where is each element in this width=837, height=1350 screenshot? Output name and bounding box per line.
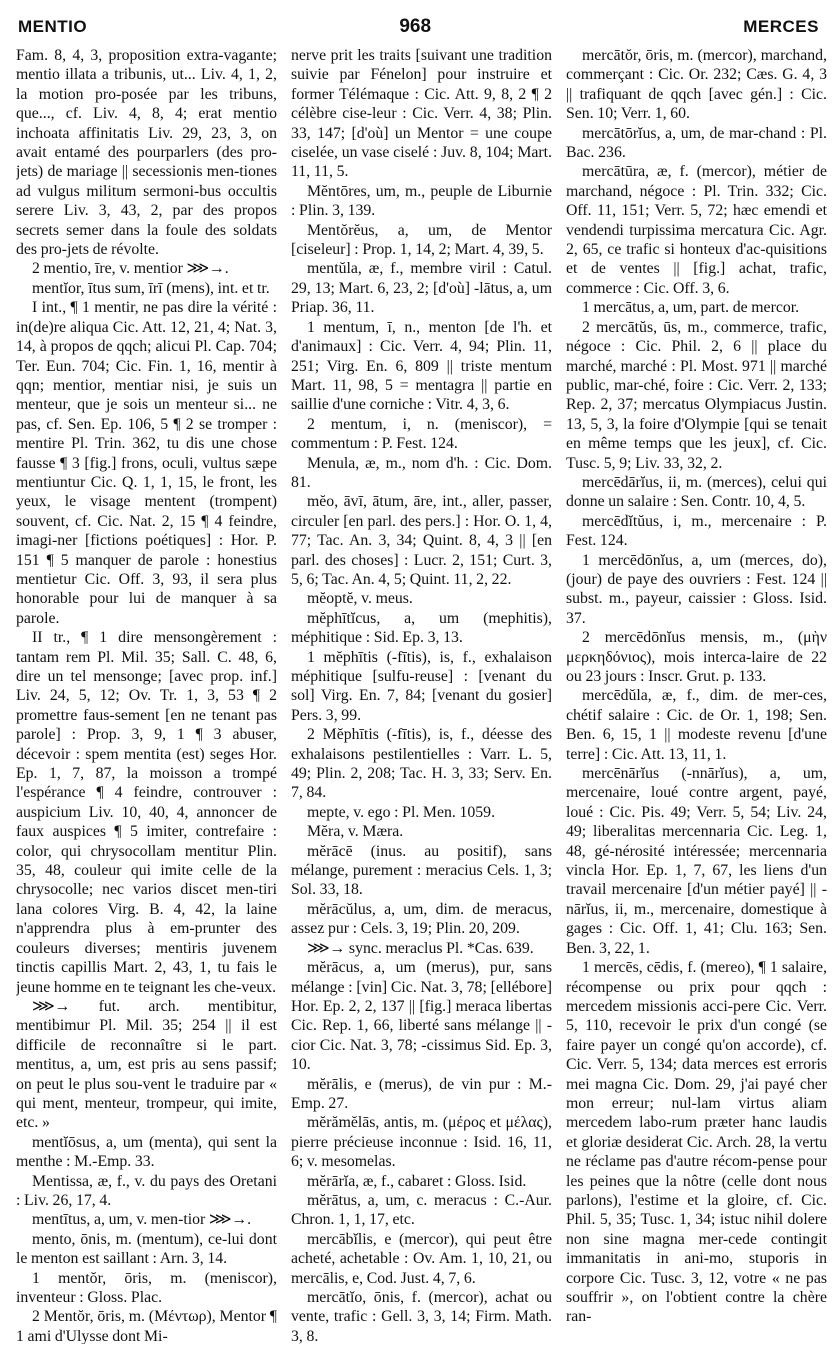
- entry-text: 2 mentum, i, n. (meniscor), = commentum : P. Fest. 124.: [291, 415, 552, 453]
- entry-text: 1 mercātus, a, um, part. de mercor.: [582, 299, 800, 317]
- entry-text: mercātōrĭus, a, um, de mar-chand : Pl. Bac. 236.: [566, 124, 827, 162]
- entry-text: mĕrămĕlās, antis, m. (μέρος et μέλας), pierre précieuse inconnue : Isid. 16, 11, 6; v. mesomelas.: [291, 1114, 552, 1171]
- entry-text: II tr., ¶ 1 dire mensongèrement : tantam rem Pl. Mil. 35; Sall. C. 48, 6, dire un tel mensonge; [avec prop. inf.] Liv. 24, 5, 12; Ov. Tr. 1, 3, 53 ¶ 2 promettre faus-sement [en ne tenant pas parole] : Prop. 3, 9, 1 ¶ 3 abuser, décevoir : spem mentita (est) seges Hor. Ep. 1, 7, 87, la moisson a trompé l'espérance ¶ 4 feindre, controuver : auspicium Liv. 10, 40, 4, annoncer de faux auspices ¶ 5 imiter, contrefaire : color, qui chrysocollam mentitur Plin. 35, 48, couleur qui imite celle de la chrysocolle; nec varios discet men-tiri lana colores Virg. B. 4, 42, la laine n'apprendra plus à em-prunter des couleurs diverses; mentiris juvenem tinctis capillis Mart. 2, 43, 1, tu fais le jeune homme en te teignant les che-veux.: [16, 629, 277, 996]
- entry-text: mĕoptĕ, v. meus.: [307, 590, 413, 608]
- entry-text: mĕphītĭcus, a, um (mephitis), méphitique : Sid. Ep. 3, 13.: [291, 609, 552, 647]
- page-header: [18, 12, 819, 42]
- entry-text: mĕrālis, e (merus), de vin pur : M.-Emp. 27.: [291, 1075, 552, 1112]
- entry-text: mentĭor, ītus sum, īrī (mens), int. et tr.: [32, 279, 270, 297]
- entry-text: mercēdārĭus, ii, m. (merces), celui qui donne un salaire : Sen. Contr. 10, 4, 5.: [566, 473, 827, 511]
- entry-text: mĕo, āvī, ātum, āre, int., aller, passer, circuler [en parl. des pers.] : Hor. O. 1, 4, 77; Tac. An. 3, 34; Quint. 8, 4, 3 || [en parl. des choses] : Lucr. 2, 151; Curt. 3, 5, 6; Tac. An. 4, 5; Quint. 11, 2, 22.: [291, 493, 552, 588]
- entry-text: 2 Mĕphītis (-fītis), is, f., déesse des exhalaisons pestilentielles : Varr. L. 5, 49; Plin. 2, 208; Tac. H. 3, 33; Serv. En. 7, 84.: [291, 726, 552, 802]
- entry-text: 1 mentum, ī, n., menton [de l'h. et d'animaux] : Cic. Verr. 4, 94; Plin. 11, 251; Virg. En. 6, 809 || triste mentum Mart. 11, 98, 5 = mentagra || partie en saillie d'une corniche : Vitr. 4, 3, 6.: [291, 318, 552, 414]
- entry-text: I int., ¶ 1 mentir, ne pas dire la vérité : in(de)re aliqua Cic. Att. 12, 21, 4; Nat. 3, 14, à propos de qqch; alicui Pl. Cap. 704; Ter. Eun. 704; Cic. Fin. 1, 16, mentir à qqn; mentior, mentiar nisi, je suis un menteur, que je sois un menteur si... ne pas, cf. Sen. Ep. 106, 5 ¶ 2 se tromper : mentire Pl. Trin. 362, tu dis une chose fausse ¶ 3 [fig.] frons, oculi, vultus sæpe mentiuntur Cic. Q. 1, 1, 15, le front, les yeux, le visage mentent (trompent) souvent, cf. Cic. Nat. 2, 15 ¶ 4 feindre, imagi-ner [fictions poétiques] : Hor. P. 151 ¶ 5 manquer de parole : honestius mentietur Cic. Off. 3, 93, il sera plus honorable pour lui de manquer à sa parole.: [16, 299, 277, 627]
- entry-text: mercātŏr, ōris, m. (mercor), marchand, commerçant : Cic. Or. 232; Cæs. G. 4, 3 || trafiquant de qqch [avec gén.] : Cic. Sen. 10; Verr. 1, 60.: [566, 47, 827, 123]
- entry-text: Menula, æ, m., nom d'h. : Cic. Dom. 81.: [291, 454, 552, 491]
- entry-text: mĕrārĭa, æ, f., cabaret : Gloss. Isid.: [307, 1172, 527, 1190]
- entry-text: 1 mercēs, cēdis, f. (mereo), ¶ 1 salaire, récompense ou prix pour qqch : mercedem missionis acci-pere Cic. Verr. 5, 110, recevoir le prix d'un congé (se faire payer un congé qu'on accorde), cf. Cic. Verr. 5, 134; data merces est erroris mei magna Cic. Dom. 29, j'ai payé cher mon erreur; nul-lam virtus aliam mercedem labo-rum præter hanc laudis et gloriæ desiderat Cic. Arch. 28, la vertu ne réclame pas d'autre récom-pense pour les peines que la nôtre (celle dont nous parlons), l'estime et la gloire, cf. Cic. Phil. 5, 35; Tusc. 1, 34; istuc nihil dolere non sine magna mer-cede contingit immanitatis in ani-mo, stuporis in corpore Cic. Tusc. 3, 12, votre « ne pas souffrir », on l'obtient contre la chère ran-: [566, 959, 827, 1326]
- entry-text: 2 Mentŏr, ōris, m. (Μέντωρ), Mentor ¶ 1 ami d'Ulysse dont Mi-: [16, 1308, 277, 1344]
- entry-text: 1 mercēdōnĭus, a, um (merces, do), (jour) de paye des ouvriers : Fest. 124 || subst. m., payeur, caissier : Gloss. Isid. 37.: [566, 551, 827, 627]
- entry-text: nerve prit les traits [suivant une tradition suivie par Fénelon] pour instruire et former Télémaque : Cic. Att. 9, 8, 2 ¶ 2 célèbre cise-leur : Cic. Verr. 4, 38; Plin. 33, 147; [d'où] un Mentor = une coupe ciselée, un vase ciselé : Juv. 8, 104; Mart. 11, 11, 5.: [291, 47, 552, 181]
- page-number: 968: [399, 16, 432, 37]
- entry-text: ⋙→ sync. meraclus Pl. *Cas. 639.: [307, 939, 534, 957]
- column-3: [566, 46, 827, 1344]
- entry-text: mentŭla, æ, f., membre viril : Catul. 29, 13; Mart. 6, 23, 2; [d'où] -lātus, a, um Priap. 36, 11.: [291, 260, 552, 317]
- entry-text: mĕrācus, a, um (merus), pur, sans mélange : [vin] Cic. Nat. 3, 78; [ellébore] Hor. Ep. 2, 2, 137 || [fig.] meraca libertas Cic. Rep. 1, 66, liberté sans mélange || -cior Cic. Nat. 3, 78; -cissimus Sid. Ep. 3, 10.: [291, 959, 552, 1074]
- entry-text: Mĕntōres, um, m., peuple de Liburnie : Plin. 3, 139.: [291, 182, 552, 220]
- column-2: [291, 46, 552, 1344]
- entry-text: 1 mĕphītis (-fītis), is, f., exhalaison méphitique [sulfu-reuse] : [venant du sol] Virg. En. 7, 84; [venant du gosier] Pers. 3, 99.: [291, 648, 552, 724]
- entry-text: mentĭōsus, a, um (menta), qui sent la menthe : M.-Emp. 33.: [16, 1133, 277, 1171]
- entry-text: mercēdŭla, æ, f., dim. de mer-ces, chétif salaire : Cic. de Or. 1, 198; Sen. Ben. 6, 15, 1 || modeste revenu [d'une terre] : Cic. Att. 13, 11, 1.: [566, 687, 827, 763]
- entry-text: Fam. 8, 4, 3, proposition extra-vagante; mentio illata a tribunis, ut... Liv. 4, 1, 2, la motion pro-posée par les tribuns, que..., cf. Liv. 4, 8, 4; erat mentio inchoata affinitatis Liv. 29, 23, 3, on avait entamé des pourparlers (des pro-jets) de mariage || secessionis men-tiones ad vulgus militum sermoni-bus occultis serere Liv. 3, 43, 2, par des propos secrets semer dans la foule des soldats des pro-jets de révolte.: [16, 47, 277, 259]
- dictionary-columns: [16, 46, 827, 1344]
- entry-text: 2 mercātŭs, ūs, m., commerce, trafic, négoce : Cic. Phil. 2, 6 || place du marché, marché : Pl. Most. 971 || marché public, mar-ché, foire : Cic. Verr. 2, 133; Rep. 2, 37; mercatus Olympiacus Justin. 13, 5, 3, la foire d'Olympie [qui se tenait en même temps que les jeux], cf. Cic. Tusc. 5, 9; Liv. 33, 32, 2.: [566, 318, 827, 472]
- entry-text: mĕrācŭlus, a, um, dim. de meracus, assez pur : Cels. 3, 19; Plin. 20, 209.: [291, 900, 552, 938]
- entry-text: mercātūra, æ, f. (mercor), métier de marchand, négoce : Pl. Trin. 332; Cic. Off. 11, 151; Verr. 5, 72; hæc emendi et vendendi turpissima mercatura Cic. Agr. 2, 65, ce trafic si honteux d'ac-quisitions et de ventes || [fig.] achat, trafic, commerce : Cic. Off. 3, 6.: [566, 163, 827, 297]
- entry-text: ⋙→ fut. arch. mentibitur, mentibimur Pl. Mil. 35; 254 || il est difficile de reconnaître si le part. mentitus, a, um, est pris au sens passif; on peut le plus sou-vent le traduire par « qui ment, menteur, trompeur, qui imite, etc. »: [16, 997, 277, 1132]
- entry-text: mĕrātus, a, um, c. meracus : C.-Aur. Chron. 1, 1, 17, etc.: [291, 1191, 552, 1229]
- entry-text: mercābĭlis, e (mercor), qui peut être acheté, achetable : Ov. Am. 1, 10, 21, ou mercālis, e, Cod. Just. 4, 7, 6.: [291, 1230, 552, 1287]
- entry-text: mercēdĭtŭus, i, m., mercenaire : P. Fest. 124.: [566, 512, 827, 550]
- entry-text: mepte, v. ego : Pl. Men. 1059.: [307, 803, 496, 821]
- right-running-head: MERCES: [743, 17, 819, 36]
- entry-text: Mentissa, æ, f., v. du pays des Oretani : Liv. 26, 17, 4.: [16, 1172, 277, 1209]
- entry-text: Mĕra, v. Mæra.: [307, 823, 404, 841]
- entry-text: mento, ōnis, m. (mentum), ce-lui dont le menton est saillant : Arn. 3, 14.: [16, 1230, 277, 1268]
- entry-text: mentītus, a, um, v. men-tior ⋙→.: [32, 1211, 252, 1229]
- column-1: [16, 46, 277, 1344]
- entry-text: Mentŏrĕus, a, um, de Mentor [ciseleur] : Prop. 1, 14, 2; Mart. 4, 39, 5.: [291, 221, 552, 259]
- entry-text: 2 mercēdōnĭus mensis, m., (μὴν μερκηδόνιος), mois interca-laire de 22 ou 23 jours : Inscr. Grut. p. 133.: [566, 629, 827, 685]
- entry-text: mercātĭo, ōnis, f. (mercor), achat ou vente, trafic : Gell. 3, 3, 14; Firm. Math. 3, 8.: [291, 1289, 552, 1344]
- entry-text: mĕrācē (inus. au positif), sans mélange, purement : meracius Cels. 1, 3; Sol. 33, 18.: [291, 842, 552, 899]
- entry-text: 1 mentŏr, ōris, m. (meniscor), inventeur : Gloss. Plac.: [16, 1269, 277, 1306]
- left-running-head: MENTIO: [18, 17, 88, 36]
- entry-text: mercēnārĭus (-nnārĭus), a, um, mercenaire, loué contre argent, payé, loué : Cic. Pis. 49; Verr. 5, 54; Liv. 24, 49; liberalitas mercennaria Cic. Leg. 1, 48, gé-nérosité intéressée; mercennaria vincla Hor. Ep. 1, 7, 67, les liens d'un travail mercenaire [d'un métier payé] || -nārĭus, ii, m., mercenaire, domestique à gages : Cic. Off. 1, 41; Clu. 163; Sen. Ben. 3, 22, 1.: [566, 765, 827, 957]
- entry-text: 2 mentio, īre, v. mentior ⋙→.: [32, 260, 229, 278]
